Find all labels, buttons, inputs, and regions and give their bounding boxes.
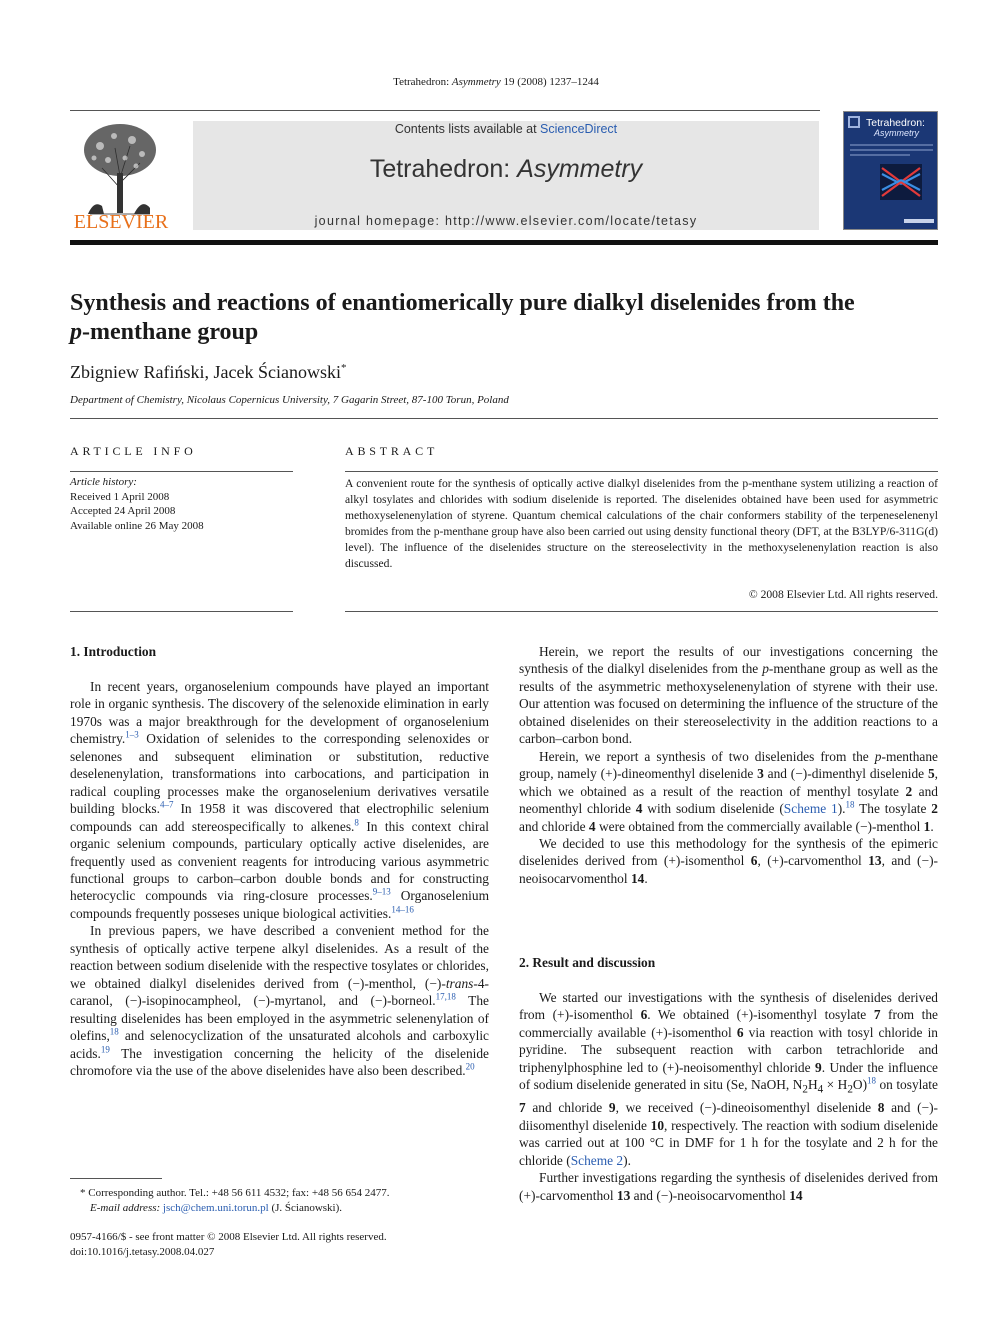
scheme-1-link[interactable]: Scheme 1 bbox=[783, 801, 838, 817]
author-list: Zbigniew Rafiński, Jacek Ścianowski* bbox=[70, 362, 347, 382]
abstract-rule-top bbox=[345, 471, 938, 472]
corresponding-author-footnote: * Corresponding author. Tel.: +48 56 611 4532; fax: +48 56 654 2477. E-mail address: jsch@chem.uni.torun.pl (J. Ścianowski). bbox=[80, 1187, 390, 1214]
results-body bbox=[519, 989, 938, 1204]
elsevier-wordmark: ELSEVIER bbox=[73, 211, 169, 233]
introduction-body bbox=[70, 678, 489, 1079]
history-label: Article history: bbox=[70, 476, 137, 488]
article-info-heading: ARTICLE INFO bbox=[70, 444, 197, 458]
cover-art-image bbox=[880, 164, 922, 200]
intro-continued bbox=[519, 643, 938, 887]
journal-citation: Tetrahedron: Asymmetry 19 (2008) 1237–1244 bbox=[393, 76, 599, 88]
scheme-2-link[interactable]: Scheme 2 bbox=[570, 1152, 624, 1168]
header-thick-rule bbox=[70, 240, 938, 245]
received-date: Received 1 April 2008 bbox=[70, 490, 170, 503]
abstract-copyright: © 2008 Elsevier Ltd. All rights reserved. bbox=[748, 588, 938, 601]
intro-paragraph-4: Herein, we report a synthesis of two diselenides from the p-menthane group, namely (+)-dineomenthyl diselenide 3 and (−)-dimenthyl diselenide 5, which we obtained as a result of the reaction of menthyl tosylate 2 and neomenthyl chloride 4 with sodium diselenide (Scheme 1).$^{18}$ The tosylate 2 and chloride 4 were obtained from the commercially available (−)-menthol 1. bbox=[519, 748, 939, 834]
cover-text-lines bbox=[850, 142, 933, 160]
accepted-date: Accepted 24 April 2008 bbox=[70, 505, 176, 518]
cover-title: Tetrahedron: bbox=[866, 117, 925, 129]
article-info-rule-top bbox=[70, 471, 293, 472]
article-info-rule-bottom bbox=[70, 611, 293, 612]
abstract-heading: ABSTRACT bbox=[345, 444, 439, 458]
intro-paragraph-3: Herein, we report the results of our investigations concerning the synthesis of the dialkyl diselenides from the p-menthane group as well as the results of the asymmetric methoxyselenenylation of styrene with their use. Our attention was focused on determining the influence of the structure of the obtained diselenides on their stereoselectivity in the addition reactions to a carbon–carbon bond. bbox=[519, 644, 938, 747]
abstract-rule-bottom bbox=[345, 611, 938, 612]
affiliation-rule bbox=[70, 418, 938, 419]
cover-publisher-mark bbox=[904, 216, 934, 226]
intro-paragraph-2: In previous papers, we have described a convenient method for the synthesis of optically active terpene alkyl diselenides. As a result of the reaction between sodium diselenide with the respective tosylates or chlorides, we obtained dialkyl diselenides derived from (−)-menthol, (−)-trans-4-caranol, (−)-isopinocampheol, (−)-myrtanol, and (−)-borneol.$^{17,18}$ The resulting diselenides has been employed in the asymmetric selenenylation of olefins,$^{18}$ and selenocyclization of the unsaturated alcohols and carboxylic acids.$^{19}$ The investigation concerning the helicity of the diselenide chromofore via the use of the above diselenides have also been described.$^{20}$ bbox=[70, 923, 489, 1078]
article-history bbox=[70, 475, 293, 533]
email-link[interactable]: jsch@chem.uni.torun.pl bbox=[162, 1201, 269, 1214]
journal-homepage[interactable]: journal homepage: http://www.elsevier.com/locate/tetasy bbox=[314, 214, 698, 228]
footnote-rule bbox=[70, 1178, 162, 1179]
results-paragraph-2: Further investigations regarding the synthesis of diselenides derived from (+)-carvomenthol 13 and (−)-neoisocarvomenthol 14 bbox=[519, 1170, 938, 1203]
corresponding-author-mark[interactable]: * bbox=[340, 362, 347, 374]
online-date: Available online 26 May 2008 bbox=[70, 519, 204, 532]
cover-subtitle: Asymmetry bbox=[874, 128, 919, 138]
sciencedirect-link[interactable]: ScienceDirect bbox=[540, 122, 618, 136]
contents-line: Contents lists available at ScienceDirect bbox=[394, 122, 618, 136]
intro-paragraph-1: In recent years, organoselenium compounds have played an important role in organic synthesis. The discovery of the selenoxide elimination in early 1970s was a major breakthrough for the development of organoselenium chemistry.$^{1-3}$ Oxidation of selenides to the corresponding selenoxides or selenones and subsequent elimination or substitution, reductive deselenenylation, transformations into carbocations, and participation in radical coupling processes make the organoselenium derivatives versatile building blocks.$^{4-7}$ In 1958 it was discovered that electrophilic selenium compounds can add stereospecifically to alkenes.$^8$ In this context chiral organic selenium compounds, particulary optically active diselenides, are frequently used as convenient reagents for introducing various asymmetric functional groups to carbon–carbon double bonds and for constructing heterocyclic compounds via ring-closure processes.$^{9-13}$ Organoselenium compounds frequently posseses unique biological activities.$^{14-16}$ bbox=[70, 679, 489, 921]
issn-line: 0957-4166/$ - see front matter © 2008 Elsevier Ltd. All rights reserved. bbox=[70, 1231, 387, 1243]
header-rule bbox=[70, 110, 820, 111]
intro-paragraph-5: We decided to use this methodology for the synthesis of the epimeric diselenides derived from (+)-isomenthol 6, (+)-carvomenthol 13, and (−)-neoisocarvomenthol 14. bbox=[519, 835, 938, 886]
journal-cover-thumbnail bbox=[843, 111, 938, 230]
doi-line[interactable]: doi:10.1016/j.tetasy.2008.04.027 bbox=[70, 1245, 215, 1258]
affiliation: Department of Chemistry, Nicolaus Copernicus University, 7 Gagarin Street, 87-100 Torun, Poland bbox=[70, 394, 509, 406]
journal-name: Tetrahedron: Asymmetry bbox=[369, 155, 643, 183]
abstract-text: A convenient route for the synthesis of optically active dialkyl diselenides from the p-menthane system utilizing a reaction of alkyl tosylates and chlorides with sodium diselenide is reported. The diselenides obtained have been used for asymmetric methoxyselenenylation of styrene. Quantum chemical calculations of the chair conformers stability of the terpeneselenenyl bromides from the p-menthane group have also been carried out using density functional theory (DFT, at the B3LYP/6-311G(d) level). The influence of the diselenides structure on the stereoselectivity in the methoxyselenenylation reaction is also discussed. bbox=[345, 477, 938, 570]
introduction-heading: 1. Introduction bbox=[70, 644, 157, 659]
issn-doi-block bbox=[70, 1230, 387, 1259]
article-title: Synthesis and reactions of enantiomerically pure dialkyl diselenides from the p-menthane group bbox=[70, 290, 855, 345]
cover-logo-icon bbox=[847, 115, 861, 129]
results-heading: 2. Result and discussion bbox=[519, 955, 656, 970]
results-paragraph-1: We started our investigations with the synthesis of diselenides derived from (+)-isomenthol 6. We obtained (+)-isomenthyl tosylate 7 from the commercially available (+)-isomenthol 6 via reaction with tosyl chloride in pyridine. The subsequent reaction with carbon tetrachloride and triphenylphosphine led to (+)-neoisomenthyl chloride 9. Under the influence of sodium diselenide generated in situ (Se, NaOH, $N_2H_4 \times H_2O)^{18}$ on tosylate 7 and chloride 9, we received (−)-dineoisomenthyl diselenide 8 and (−)-diisomenthyl diselenide 10, respectively. The reaction with sodium diselenide was carried out at 100 °C in DMF for 1 h for the tosylate and 2 h for the chloride (Scheme 2). bbox=[519, 990, 939, 1168]
